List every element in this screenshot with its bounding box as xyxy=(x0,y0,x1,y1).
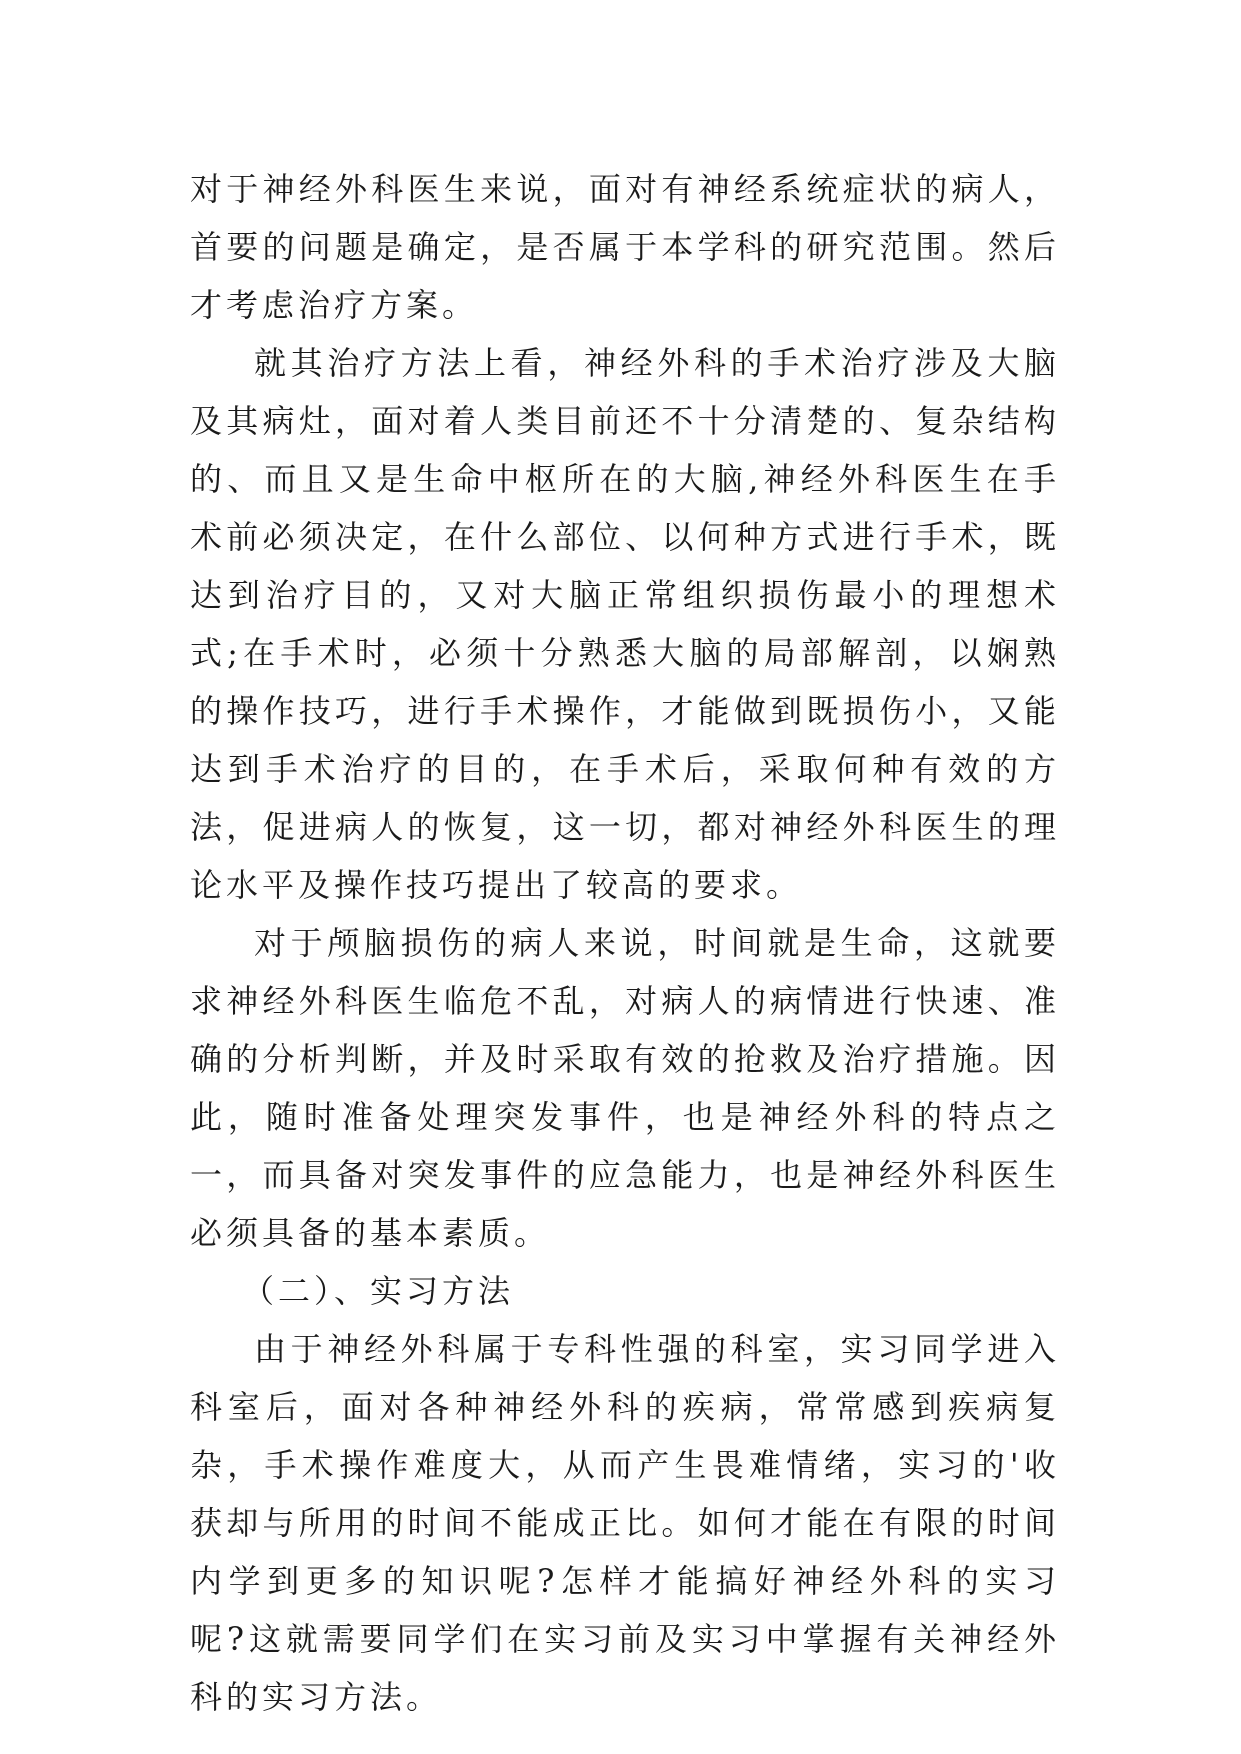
paragraph-emergency: 对于颅脑损伤的病人来说，时间就是生命，这就要求神经外科医生临危不乱，对病人的病情进行快速、准确的分析判断，并及时采取有效的抢救及治疗措施。因此，随时准备处理突发事件，也是神经外科的特点之一，而具备对突发事件的应急能力，也是神经外科医生必须具备的基本素质。 xyxy=(190,924,1060,1252)
paragraph-internship-methods: 由于神经外科属于专科性强的科室，实习同学进入科室后，面对各种神经外科的疾病，常常感到疾病复杂，手术操作难度大，从而产生畏难情绪，实习的'收获却与所用的时间不能成正比。如何才能在有限的时间内学到更多的知识呢?怎样才能搞好神经外科的实习呢?这就需要同学们在实习前及实习中掌握有关神经外科的实习方法。 xyxy=(190,1330,1060,1716)
document-body xyxy=(190,160,1060,1726)
paragraph-treatment-methods: 就其治疗方法上看，神经外科的手术治疗涉及大脑及其病灶，面对着人类目前还不十分清楚的、复杂结构的、而且又是生命中枢所在的大脑,神经外科医生在手术前必须决定，在什么部位、以何种方式进行手术，既达到治疗目的，又对大脑正常组织损伤最小的理想术式;在手术时，必须十分熟悉大脑的局部解剖，以娴熟的操作技巧，进行手术操作，才能做到既损伤小，又能达到手术治疗的目的，在手术后，采取何种有效的方法，促进病人的恢复，这一切，都对神经外科医生的理论水平及操作技巧提出了较高的要求。 xyxy=(190,344,1060,904)
paragraph-intro: 对于神经外科医生来说，面对有神经系统症状的病人，首要的问题是确定，是否属于本学科的研究范围。然后才考虑治疗方案。 xyxy=(190,170,1060,324)
section-heading: （二）、实习方法 xyxy=(242,1272,515,1310)
